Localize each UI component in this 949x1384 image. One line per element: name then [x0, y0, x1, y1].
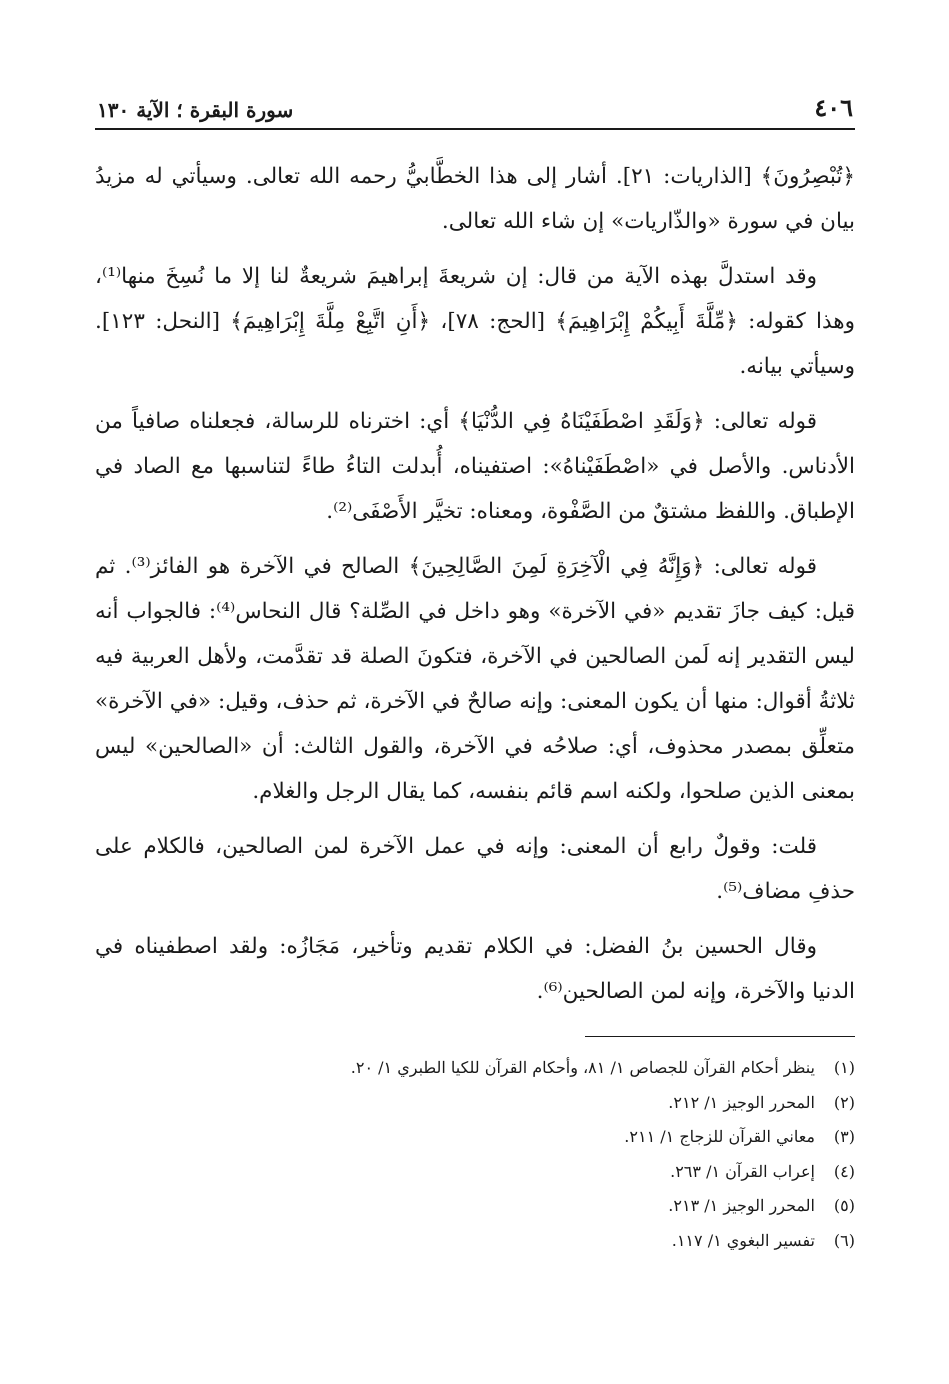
body-text [95, 154, 855, 1014]
paragraph: وقد استدلَّ بهذه الآية من قال: إن شريعةَ إبراهيمَ شريعةٌ لنا إلا ما نُسِخَ منها⁽¹⁾، وهذا كقوله: ﴿مِّلَّةَ أَبِيكُمْ إِبْرَاهِيمَ﴾ [الحج: ٧٨]، ﴿أَنِ اتَّبِعْ مِلَّةَ إِبْرَاهِيمَ﴾ [النحل: ١٢٣]. وسيأتي بيانه. [95, 264, 855, 379]
footnote-rule [585, 1036, 855, 1037]
paragraph: وقال الحسين بنُ الفضل: في الكلام تقديم وتأخير، مَجَازُه: ولقد اصطفيناه في الدنيا والآخرة، وإنه لمن الصالحين⁽⁶⁾. [95, 934, 855, 1004]
footnote-number: (٣) [833, 1127, 855, 1146]
footnote-text: المحرر الوجيز ١/ ٢١٣. [668, 1196, 815, 1215]
footnote-number: (٢) [833, 1092, 855, 1112]
running-title: سورة البقرة ؛ الآية ١٣٠ [97, 98, 294, 122]
header-rule [95, 128, 855, 130]
footnotes [95, 1051, 855, 1258]
footnote-text: تفسير البغوي ١/ ١١٧. [671, 1230, 815, 1250]
page [95, 88, 855, 1258]
page-header [95, 88, 855, 122]
footnote [95, 1051, 855, 1086]
footnote-number: (٤) [833, 1161, 855, 1181]
footnote-number: (٦) [833, 1230, 855, 1250]
footnote [95, 1224, 855, 1259]
paragraph: ﴿تُبْصِرُونَ﴾ [الذاريات: ٢١]. أشار إلى هذا الخطَّابيُّ رحمه الله تعالى. وسيأتي له مزيدُ بيان في سورة «والذّاريات» إن شاء الله تعالى. [95, 164, 855, 234]
paragraph: قلت: وقولٌ رابع أن المعنى: وإنه في عمل الآخرة لمن الصالحين، فالكلام على حذفِ مضاف⁽⁵⁾. [95, 834, 855, 904]
footnote [95, 1155, 855, 1190]
footnote-text: ينظر أحكام القرآن للجصاص ١/ ٨١، وأحكام القرآن للكيا الطبري ١/ ٢٠. [350, 1058, 815, 1077]
footnote [95, 1189, 855, 1224]
footnote [95, 1086, 855, 1121]
footnote-number: (١) [833, 1058, 855, 1077]
page-number: ٤٠٦ [814, 93, 853, 122]
footnote-text: المحرر الوجيز ١/ ٢١٢. [668, 1092, 815, 1112]
footnote [95, 1120, 855, 1155]
footnote-text: إعراب القرآن ١/ ٢٦٣. [670, 1161, 815, 1181]
paragraph: قوله تعالى: ﴿وَلَقَدِ اصْطَفَيْنَاهُ فِي الدُّنْيَا﴾ أي: اخترناه للرسالة، فجعلناه صافياً من الأدناس. والأصل في «اصْطَفَيْناهُ»: اصتفيناه، أُبدلت التاءُ طاءً لتناسبها مع الصاد في الإطباق. واللفظ مشتقٌ من الصَّفْوة، ومعناه: تخيَّر الأَصْفَى⁽²⁾. [95, 409, 855, 524]
paragraph: قوله تعالى: ﴿وَإِنَّهُ فِي الْآخِرَةِ لَمِنَ الصَّالِحِينَ﴾ الصالح في الآخرة هو الفائز⁽³⁾. ثم قيل: كيف جازَ تقديم «في الآخرة» وهو داخل في الصِّلة؟ قال النحاس⁽⁴⁾: فالجواب أنه ليس التقدير إنه لَمن الصالحين في الآخرة، فتكونَ الصلة قد تقدَّمت، ولأهل العربية فيه ثلاثةُ أقوال: منها أن يكون المعنى: وإنه صالحٌ في الآخرة، ثم حذف، وقيل: «في الآخرة» متعلِّق بمصدر محذوف، أي: صلاحُه في الآخرة، والقول الثالث: أن «الصالحين» ليس بمعنى الذين صلحوا، ولكنه اسم قائم بنفسه، كما يقال الرجل والغلام. [95, 554, 855, 804]
footnote-number: (٥) [833, 1196, 855, 1215]
footnote-text: معاني القرآن للزجاج ١/ ٢١١. [624, 1127, 815, 1146]
